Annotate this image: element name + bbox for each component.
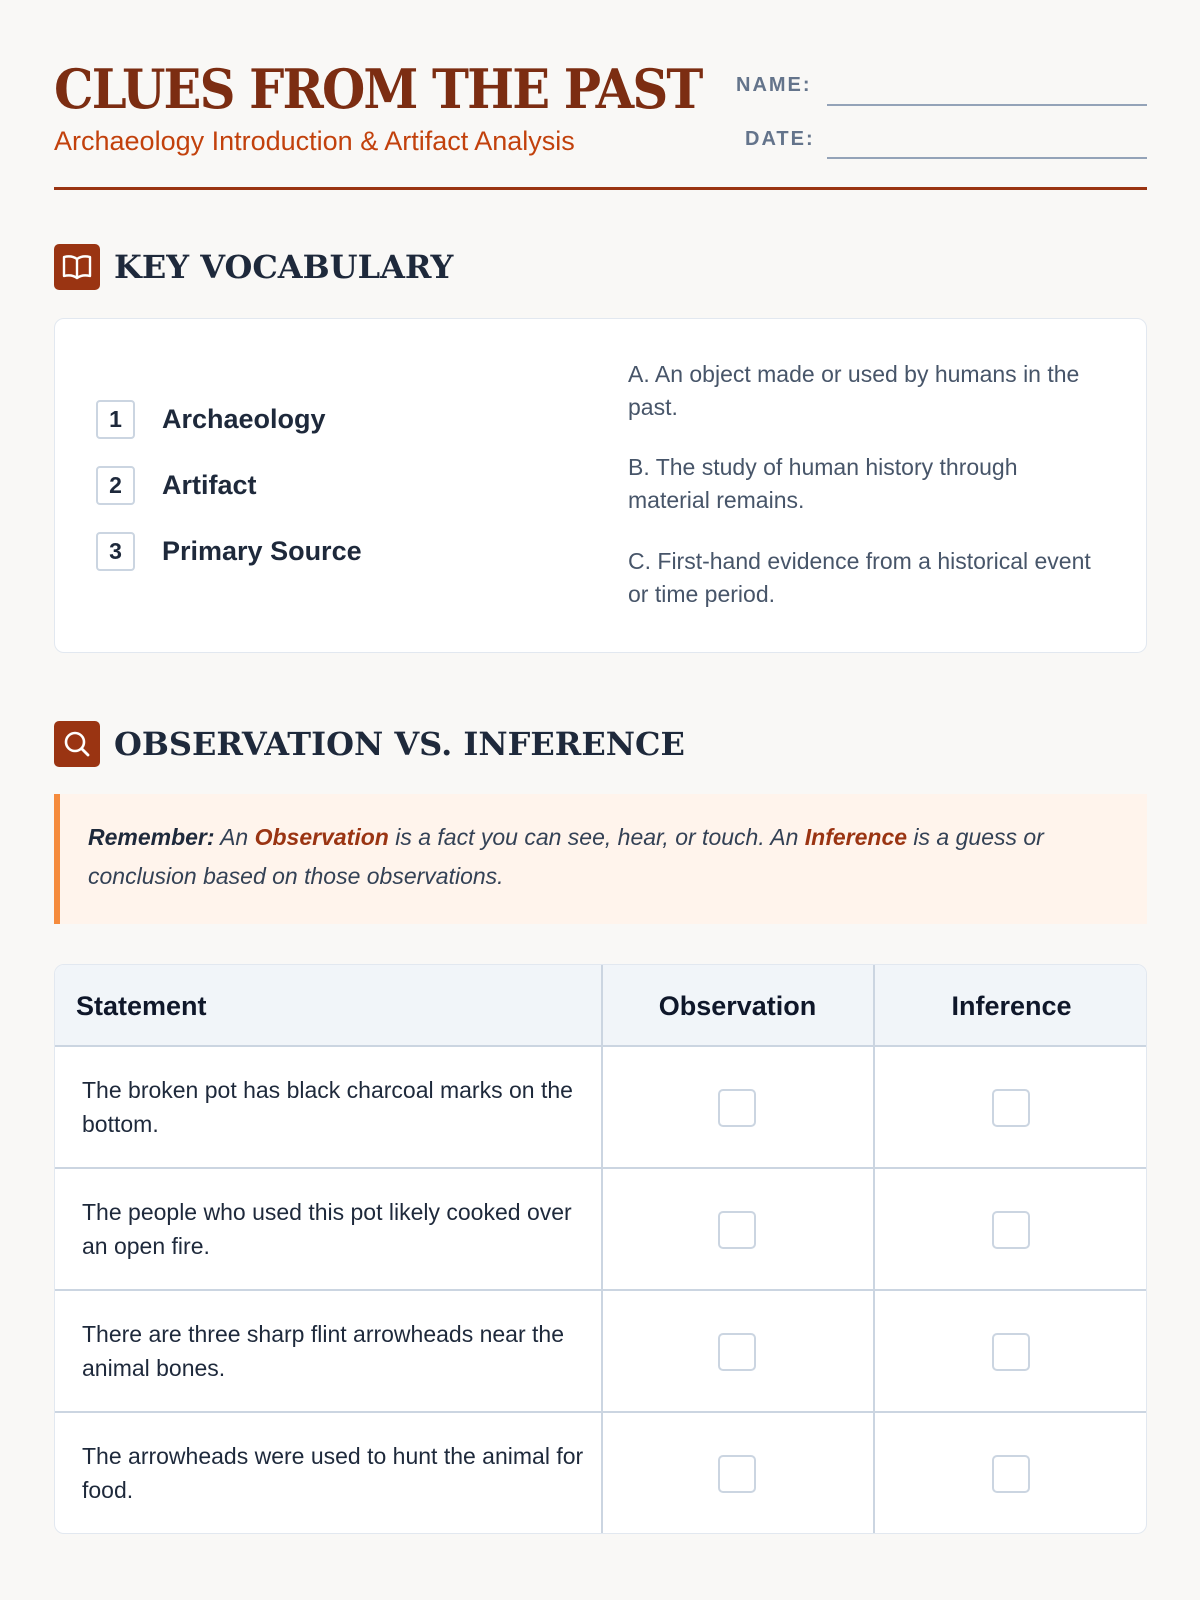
term-number: 1 bbox=[96, 400, 135, 439]
definition: A. An object made or used by humans in the past. bbox=[628, 361, 1080, 420]
observation-checkbox[interactable] bbox=[718, 1211, 756, 1249]
observation-heading: OBSERVATION VS. INFERENCE bbox=[114, 725, 685, 763]
magnifier-icon bbox=[54, 721, 100, 767]
term-number: 2 bbox=[96, 466, 135, 505]
observation-checkbox[interactable] bbox=[718, 1333, 756, 1371]
observation-keyword: Observation bbox=[254, 824, 389, 850]
header-inference: Inference bbox=[951, 990, 1072, 1021]
page-title: CLUES FROM THE PAST bbox=[54, 57, 702, 121]
vocab-term bbox=[96, 465, 257, 505]
vocab-term bbox=[96, 399, 326, 439]
term-word: Archaeology bbox=[162, 403, 326, 434]
observation-table bbox=[54, 964, 1147, 1534]
inference-checkbox[interactable] bbox=[992, 1333, 1030, 1371]
worksheet-header bbox=[54, 52, 1147, 190]
vocabulary-box bbox=[54, 318, 1147, 653]
remember-callout bbox=[54, 794, 1147, 924]
term-word: Primary Source bbox=[162, 535, 362, 566]
statement-cell: There are three sharp flint arrowheads near the animal bones. bbox=[82, 1321, 564, 1381]
definition: B. The study of human history through material remains. bbox=[628, 454, 1018, 513]
name-field[interactable] bbox=[827, 104, 1147, 106]
header-observation: Observation bbox=[658, 990, 817, 1021]
date-label: DATE: bbox=[745, 128, 815, 150]
term-number: 3 bbox=[96, 532, 135, 571]
term-word: Artifact bbox=[162, 469, 257, 500]
callout-text: is a guess or conclusion based on those observations. bbox=[88, 824, 1044, 889]
inference-checkbox[interactable] bbox=[992, 1455, 1030, 1493]
name-label: NAME: bbox=[736, 74, 812, 96]
statement-cell: The arrowheads were used to hunt the animal for food. bbox=[82, 1443, 584, 1503]
header-statement: Statement bbox=[76, 990, 207, 1021]
inference-keyword: Inference bbox=[804, 824, 908, 850]
observation-checkbox[interactable] bbox=[718, 1455, 756, 1493]
vocabulary-heading: KEY VOCABULARY bbox=[114, 248, 454, 286]
callout-lead: Remember: bbox=[88, 824, 215, 850]
vocab-term bbox=[96, 531, 362, 571]
date-field[interactable] bbox=[827, 157, 1147, 159]
statement-cell: The broken pot has black charcoal marks on the bottom. bbox=[82, 1077, 573, 1137]
column-divider bbox=[601, 965, 603, 1534]
callout-text: An bbox=[214, 824, 255, 850]
book-icon bbox=[54, 244, 100, 290]
observation-section-header bbox=[54, 721, 685, 767]
definition: C. First-hand evidence from a historical event or time period. bbox=[628, 548, 1091, 607]
column-divider bbox=[873, 965, 875, 1534]
vocabulary-section-header bbox=[54, 244, 453, 290]
inference-checkbox[interactable] bbox=[992, 1089, 1030, 1127]
inference-checkbox[interactable] bbox=[992, 1211, 1030, 1249]
callout-text: is a fact you can see, hear, or touch. An bbox=[388, 824, 805, 850]
page-subtitle: Archaeology Introduction & Artifact Analysis bbox=[54, 126, 575, 156]
observation-checkbox[interactable] bbox=[718, 1089, 756, 1127]
statement-cell: The people who used this pot likely cooked over an open fire. bbox=[82, 1199, 572, 1259]
